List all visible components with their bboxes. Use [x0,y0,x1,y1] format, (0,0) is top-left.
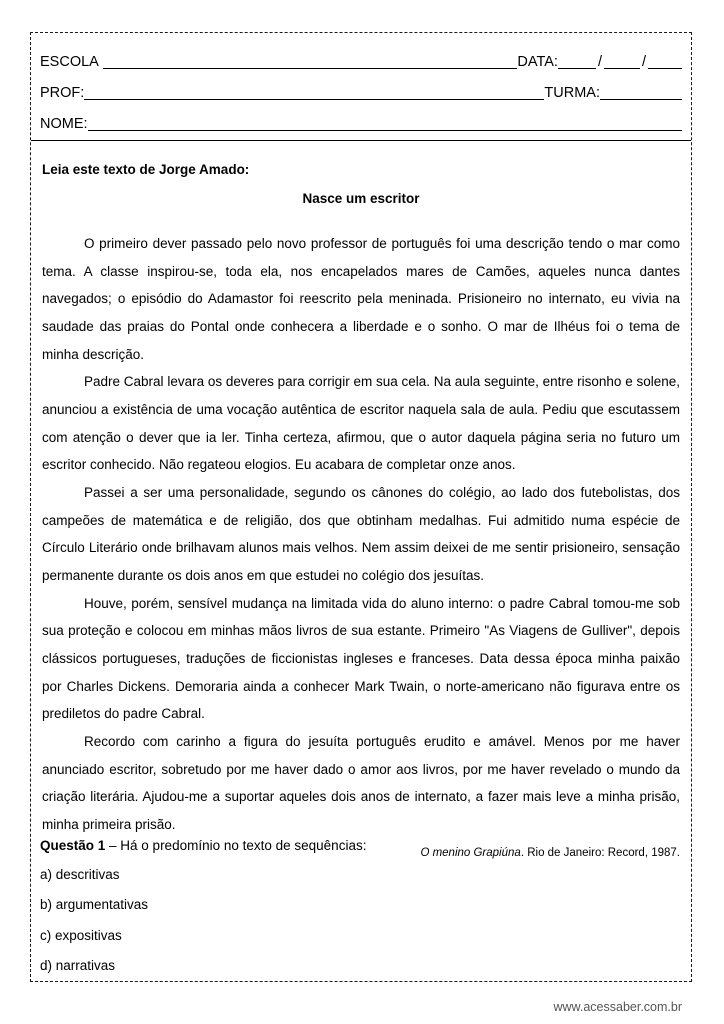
date-day-field-line[interactable] [558,55,596,69]
student-identification-header [40,40,682,133]
nome-field-line[interactable] [88,117,682,131]
source-publication-info: . Rio de Janeiro: Record, 1987. [520,846,680,859]
turma-label: TURMA: [544,84,600,101]
question-1-option-d[interactable]: d) narrativas [40,957,116,973]
prof-field-line[interactable] [84,86,544,100]
passage-title: Nasce um escritor [302,191,420,206]
nome-label: NOME: [40,115,88,132]
question-1-block [40,838,680,988]
data-label: DATA: [517,53,558,70]
header-divider [31,140,691,141]
passage-paragraph: Passei a ser uma personalidade, segundo os cânones do colégio, ao lado dos futebolistas, dos campeões de matemática e de religião, dos que obtinham medalhas. Fui admitido numa espécie de Círculo Literário onde brilhavam alunos mais velhos. Nem assim deixei de me sentir prisioneiro, sensação permanente durante os dois anos em que estudei no colégio dos jesuítas. [42,485,680,584]
date-year-field-line[interactable] [648,55,682,69]
question-1-text: – Há o predomínio no texto de sequências: [105,838,367,853]
date-separator-1: / [597,53,602,70]
source-book-title: O menino Grapiúna [420,846,521,859]
date-month-field-line[interactable] [604,55,640,69]
passage-paragraph: Padre Cabral levara os deveres para corrigir em sua cela. Na aula seguinte, entre risonho e solene, anunciou a existência de uma vocação autêntica de escritor naquela sala de aula. Pediu que escutassem com atenção o dever que ia ler. Tinha certeza, afirmou, que o autor daquela página seria no futuro um escritor conhecido. Não regateou elogios. Eu acabara de completar onze anos. [42,374,680,473]
header-row-nome [40,102,682,133]
header-row-prof-turma [40,71,682,102]
passage-paragraph: Recordo com carinho a figura do jesuíta português erudito e amável. Menos por me haver anunciado escritor, sobretudo por me haver dado o amor aos livros, por me haver revelado o mundo da criação literária. Ajudou-me a suportar aqueles dois anos de internato, a fazer mais leve a minha prisão, minha primeira prisão. [42,734,680,833]
website-url: www.acessaber.com.br [553,1000,682,1014]
question-1-option-c[interactable]: c) expositivas [40,927,122,943]
question-1-option-a[interactable]: a) descritivas [40,867,120,883]
passage-paragraph: O primeiro dever passado pelo novo professor de português foi uma descrição tendo o mar como tema. A classe inspirou-se, toda ela, nos encapelados mares de Camões, aqueles nunca dantes navegados; o episódio do Adamastor foi reescrito pela meninada. Prisioneiro no internato, eu vivia na saudade das praias do Pontal onde conhecera a liberdade e o sonho. O mar de Ilhéus foi o tema de minha descrição. [42,236,680,362]
escola-label: ESCOLA [40,53,99,70]
date-separator-2: / [641,53,646,70]
passage-paragraph: Houve, porém, sensível mudança na limitada vida do aluno interno: o padre Cabral tomou-me sob sua proteção e colocou em minhas mãos livros de sua estante. Primeiro "As Viagens de Gulliver", depois clássicos portugueses, traduções de ficcionistas ingleses e franceses. Data dessa época minha paixão por Charles Dickens. Demoraria ainda a conhecer Mark Twain, o norte-americano não figurava entre os prediletos do padre Cabral. [42,595,680,722]
reading-passage-section [42,162,680,859]
reading-instruction: Leia este texto de Jorge Amado: [42,162,250,177]
question-1-stem [40,838,680,854]
page-footer [0,998,724,1016]
prof-label: PROF: [40,84,85,101]
question-1-option-b[interactable]: b) argumentativas [40,897,149,913]
turma-field-line[interactable] [600,86,682,100]
question-1-number: Questão 1 [40,838,106,853]
escola-field-line[interactable] [103,55,518,69]
header-row-escola-data [40,40,682,71]
